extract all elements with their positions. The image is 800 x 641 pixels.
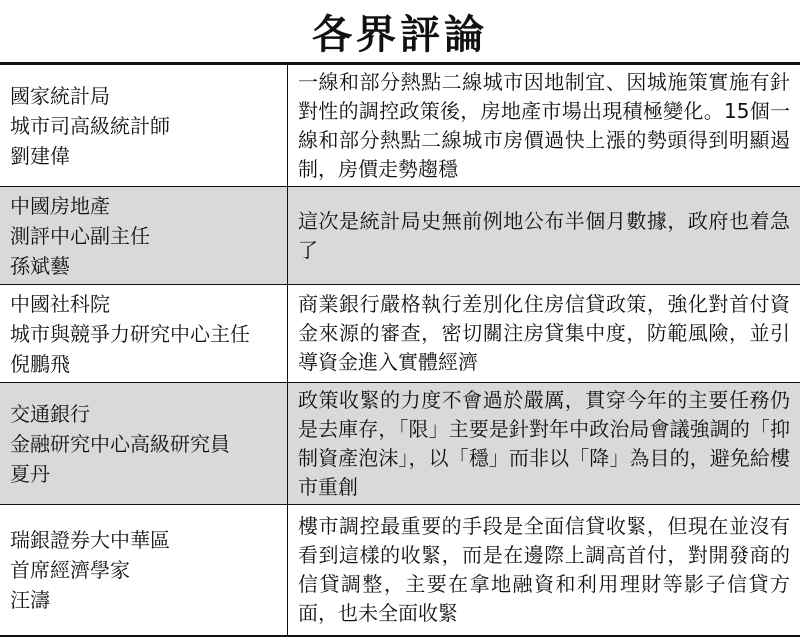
- table-row: [0, 285, 800, 383]
- commentator-cell: [0, 285, 288, 382]
- commentator-name: 劉建偉: [10, 143, 70, 168]
- commentator-cell: [0, 187, 288, 284]
- commentator-org: 中國房地產: [10, 193, 110, 218]
- commentator-role: 測評中心副主任: [10, 223, 150, 248]
- comment-cell: [288, 383, 800, 504]
- commentator-org: 中國社科院: [10, 291, 110, 316]
- comment-text: 商業銀行嚴格執行差別化住房信貸政策，強化對首付資金來源的審查，密切關注房貸集中度，防範風險，並引導資金進入實體經濟: [298, 292, 790, 374]
- commentator-role: 城市司高級統計師: [10, 113, 170, 138]
- table-row: [0, 383, 800, 505]
- comment-cell: [288, 65, 800, 186]
- comment-cell: [288, 505, 800, 635]
- comment-text: 政策收緊的力度不會過於嚴厲，貫穿今年的主要任務仍是去庫存，「限」主要是針對年中政治局會議強調的「抑制資產泡沫」，以「穩」而非以「降」為目的，避免給樓市重創: [298, 387, 790, 499]
- table-row: [0, 65, 800, 187]
- commentator-name: 汪濤: [10, 588, 50, 612]
- table-row: [0, 505, 800, 635]
- commentator-name: 倪鵬飛: [10, 351, 70, 376]
- commentator-role: 首席經濟學家: [10, 558, 130, 582]
- commentator-org: 瑞銀證券大中華區: [10, 528, 170, 552]
- comments-table: [0, 62, 800, 637]
- comment-cell: [288, 187, 800, 284]
- commentator-org: 國家統計局: [10, 83, 110, 108]
- commentator-role: 金融研究中心高級研究員: [10, 431, 230, 456]
- commentator-name: 孫斌藝: [10, 253, 70, 278]
- commentator-role: 城市與競爭力研究中心主任: [10, 321, 250, 346]
- page-title: 各界評論: [0, 0, 800, 62]
- comment-text: 這次是統計局史無前例地公布半個月數據，政府也着急了: [298, 208, 790, 262]
- comment-cell: [288, 285, 800, 382]
- commentator-cell: [0, 65, 288, 186]
- commentator-name: 夏丹: [10, 461, 50, 486]
- comment-text: 一線和部分熱點二線城市因地制宜、因城施策實施有針對性的調控政策後，房地產市場出現積極變化。15個一線和部分熱點二線城市房價過快上漲的勢頭得到明顯遏制，房價走勢趨穩: [298, 69, 790, 181]
- table-row: [0, 187, 800, 285]
- commentator-cell: [0, 505, 288, 635]
- comment-text: 樓市調控最重要的手段是全面信貸收緊，但現在並沒有看到這樣的收緊，而是在邊際上調高首付，對開發商的信貸調整，主要在拿地融資和利用理財等影子信貸方面，也未全面收緊: [298, 514, 790, 625]
- commentator-org: 交通銀行: [10, 401, 90, 426]
- commentator-cell: [0, 383, 288, 504]
